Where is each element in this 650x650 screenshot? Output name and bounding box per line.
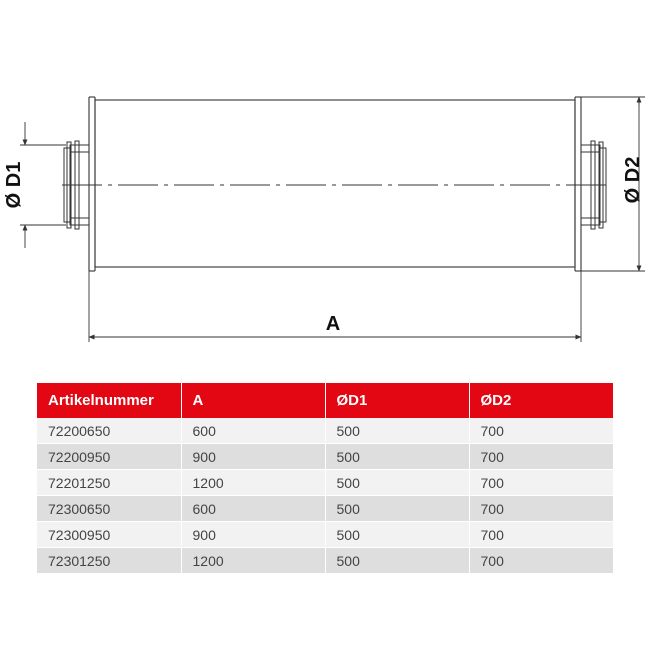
table-row (37, 496, 613, 522)
silencer-body (89, 97, 581, 271)
table-row (37, 522, 613, 548)
cell-artikelnummer: 72200650 (37, 418, 181, 444)
table-row (37, 444, 613, 470)
cell-a: 1200 (181, 548, 325, 574)
cell-d2: 700 (469, 522, 613, 548)
cell-artikelnummer: 72200950 (37, 444, 181, 470)
cell-d1: 500 (325, 418, 469, 444)
cell-artikelnummer: 72300650 (37, 496, 181, 522)
a-label: A (325, 313, 341, 335)
d1-label: Ø D1 (3, 161, 25, 209)
table-row (37, 418, 613, 444)
table-header-row (37, 383, 613, 418)
table-row (37, 548, 613, 574)
cell-d1: 500 (325, 470, 469, 496)
cell-artikelnummer: 72201250 (37, 470, 181, 496)
cell-d1: 500 (325, 444, 469, 470)
header-artikelnummer: Artikelnummer (37, 383, 181, 418)
cell-d2: 700 (469, 418, 613, 444)
cell-a: 600 (181, 418, 325, 444)
cell-artikelnummer: 72301250 (37, 548, 181, 574)
d1-dimension (20, 122, 66, 248)
cell-a: 900 (181, 522, 325, 548)
cell-d1: 500 (325, 548, 469, 574)
cell-a: 1200 (181, 470, 325, 496)
header-d1: ØD1 (325, 383, 469, 418)
cell-d2: 700 (469, 548, 613, 574)
cell-artikelnummer: 72300950 (37, 522, 181, 548)
cell-d2: 700 (469, 470, 613, 496)
table-row (37, 470, 613, 496)
d2-label: Ø D2 (622, 156, 644, 204)
cell-a: 900 (181, 444, 325, 470)
cell-d2: 700 (469, 496, 613, 522)
cell-d2: 700 (469, 444, 613, 470)
cell-d1: 500 (325, 522, 469, 548)
cell-a: 600 (181, 496, 325, 522)
header-d2: ØD2 (469, 383, 613, 418)
cell-d1: 500 (325, 496, 469, 522)
header-a: A (181, 383, 325, 418)
specification-table (37, 383, 613, 574)
